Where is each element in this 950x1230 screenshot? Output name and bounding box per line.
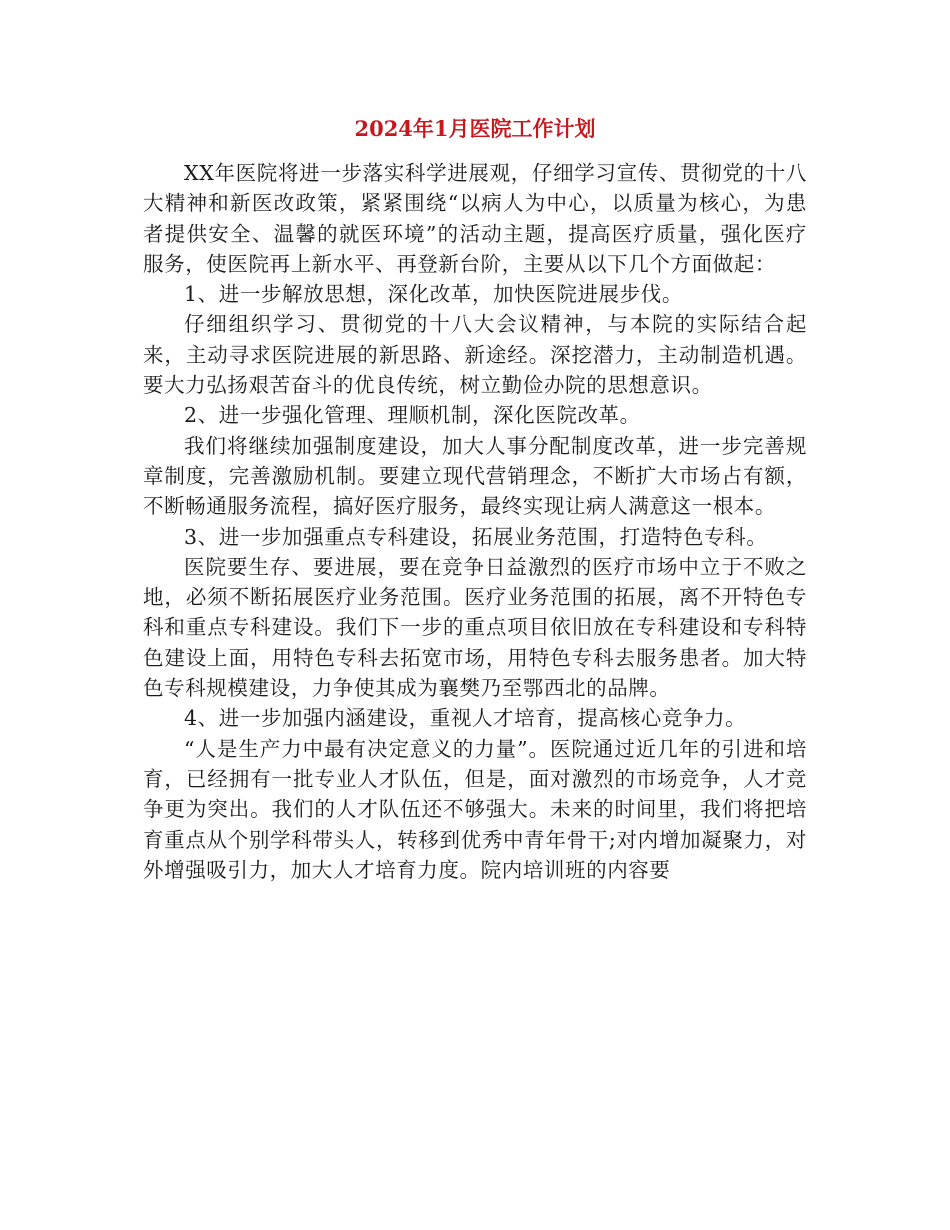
section-heading-2: 2、进一步强化管理、理顺机制，深化医院改革。	[184, 403, 641, 428]
section-paragraph-1: 仔细组织学习、贯彻党的十八大会议精神，与本院的实际结合起来，主动寻求医院进展的新思路、新途经。深挖潜力，主动制造机遇。要大力弘扬艰苦奋斗的优良传统，树立勤俭办院的思想意识。	[143, 312, 807, 398]
document-body	[143, 158, 807, 885]
section-paragraph-3: 医院要生存、要进展，要在竞争日益激烈的医疗市场中立于不败之地，必须不断拓展医疗业务范围。医疗业务范围的拓展，离不开特色专科和重点专科建设。我们下一步的重点项目依旧放在专科建设和专科特色建设上面，用特色专科去拓宽市场，用特色专科去服务患者。加大特色专科规模建设，力争使其成为襄樊乃至鄂西北的品牌。	[143, 554, 807, 701]
section-paragraph-2: 我们将继续加强制度建设，加大人事分配制度改革，进一步完善规章制度，完善激励机制。要建立现代营销理念，不断扩大市场占有额，不断畅通服务流程，搞好医疗服务，最终实现让病人满意这一根本。	[143, 433, 807, 519]
document-title: 2024年1月医院工作计划	[354, 116, 596, 141]
section-paragraph-4: “人是生产力中最有决定意义的力量”。医院通过近几年的引进和培育，已经拥有一批专业人才队伍，但是，面对激烈的市场竞争，人才竞争更为突出。我们的人才队伍还不够强大。未来的时间里，我们将把培育重点从个别学科带头人，转移到优秀中青年骨干;对内增加凝聚力，对外增强吸引力，加大人才培育力度。院内培训班的内容要	[143, 736, 807, 882]
section-heading-3: 3、进一步加强重点专科建设，拓展业务范围，打造特色专科。	[184, 524, 768, 549]
section-heading-1: 1、进一步解放思想，深化改革，加快医院进展步伐。	[184, 282, 683, 307]
intro-paragraph: XX年医院将进一步落实科学进展观，仔细学习宣传、贯彻党的十八大精神和新医改政策，紧紧围绕“以病人为中心，以质量为核心，为患者提供安全、温馨的就医环境”的活动主题，提高医疗质量，强化医疗服务，使医院再上新水平、再登新台阶，主要从以下几个方面做起：	[143, 161, 807, 276]
section-heading-4: 4、进一步加强内涵建设，重视人才培育，提高核心竞争力。	[184, 706, 747, 731]
